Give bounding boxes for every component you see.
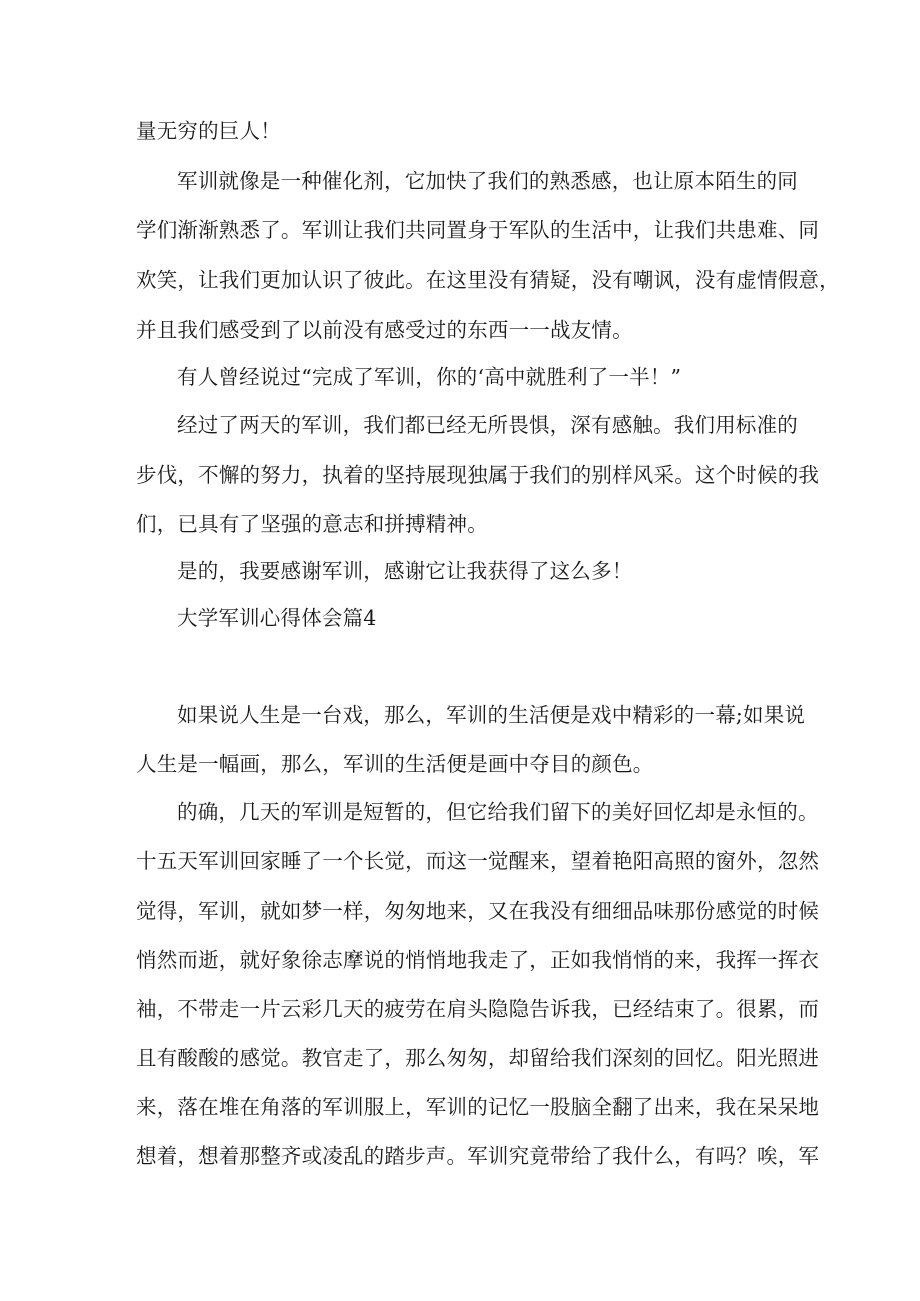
paragraph-first-line: 的确，几天的军训是短暂的，但它给我们留下的美好回忆却是永恒的。 xyxy=(177,800,819,824)
text-line: 十五天军训回家睡了一个长觉，而这一觉醒来，望着艳阳高照的窗外，忽然 xyxy=(136,849,820,873)
text-line: 步伐，不懈的努力，执着的坚持展现独属于我们的别样风采。这个时候的我 xyxy=(136,463,820,487)
text-line: 们，已具有了坚强的意志和拼搏精神。 xyxy=(136,512,488,536)
section-heading: 大学军训心得体会篇4 xyxy=(177,606,377,630)
text-line: 想着，想着那整齐或凌乱的踏步声。军训究竟带给了我什么，有吗？唉，军 xyxy=(136,1144,820,1168)
paragraph-first-line: 有人曾经说过“完成了军训，你的‘高中就胜利了一半！” xyxy=(177,365,682,389)
paragraph-first-line: 如果说人生是一台戏，那么，军训的生活便是戏中精彩的一幕;如果说 xyxy=(177,703,806,727)
paragraph-first-line: 军训就像是一种催化剂，它加快了我们的熟悉感，也让原本陌生的同 xyxy=(177,169,798,193)
text-line: 学们渐渐熟悉了。军训让我们共同置身于军队的生活中，让我们共患难、同 xyxy=(136,218,820,242)
text-line: 欢笑，让我们更加认识了彼此。在这里没有猜疑，没有嘲讽，没有虚情假意， xyxy=(136,268,840,292)
paragraph-first-line: 是的，我要感谢军训，感谢它让我获得了这么多！ xyxy=(177,559,633,583)
text-line: 觉得，军训，就如梦一样，匆匆地来，又在我没有细细品味那份感觉的时候 xyxy=(136,899,820,923)
text-line: 并且我们感受到了以前没有感受过的东西一一战友情。 xyxy=(136,318,633,342)
text-line: 人生是一幅画，那么，军训的生活便是画中夺目的颜色。 xyxy=(136,752,654,776)
text-line: 量无穷的巨人！ xyxy=(136,119,281,143)
text-line: 且有酸酸的感觉。教官走了，那么匆匆，却留给我们深刻的回忆。阳光照进 xyxy=(136,1046,820,1070)
text-line: 来，落在堆在角落的军训服上，军训的记忆一股脑全翻了出来，我在呆呆地 xyxy=(136,1095,820,1119)
text-line: 袖，不带走一片云彩几天的疲劳在肩头隐隐告诉我，已经结束了。很累，而 xyxy=(136,997,820,1021)
paragraph-first-line: 经过了两天的军训，我们都已经无所畏惧，深有感触。我们用标准的 xyxy=(177,413,798,437)
text-line: 悄然而逝，就好象徐志摩说的悄悄地我走了，正如我悄悄的来，我挥一挥衣 xyxy=(136,948,820,972)
